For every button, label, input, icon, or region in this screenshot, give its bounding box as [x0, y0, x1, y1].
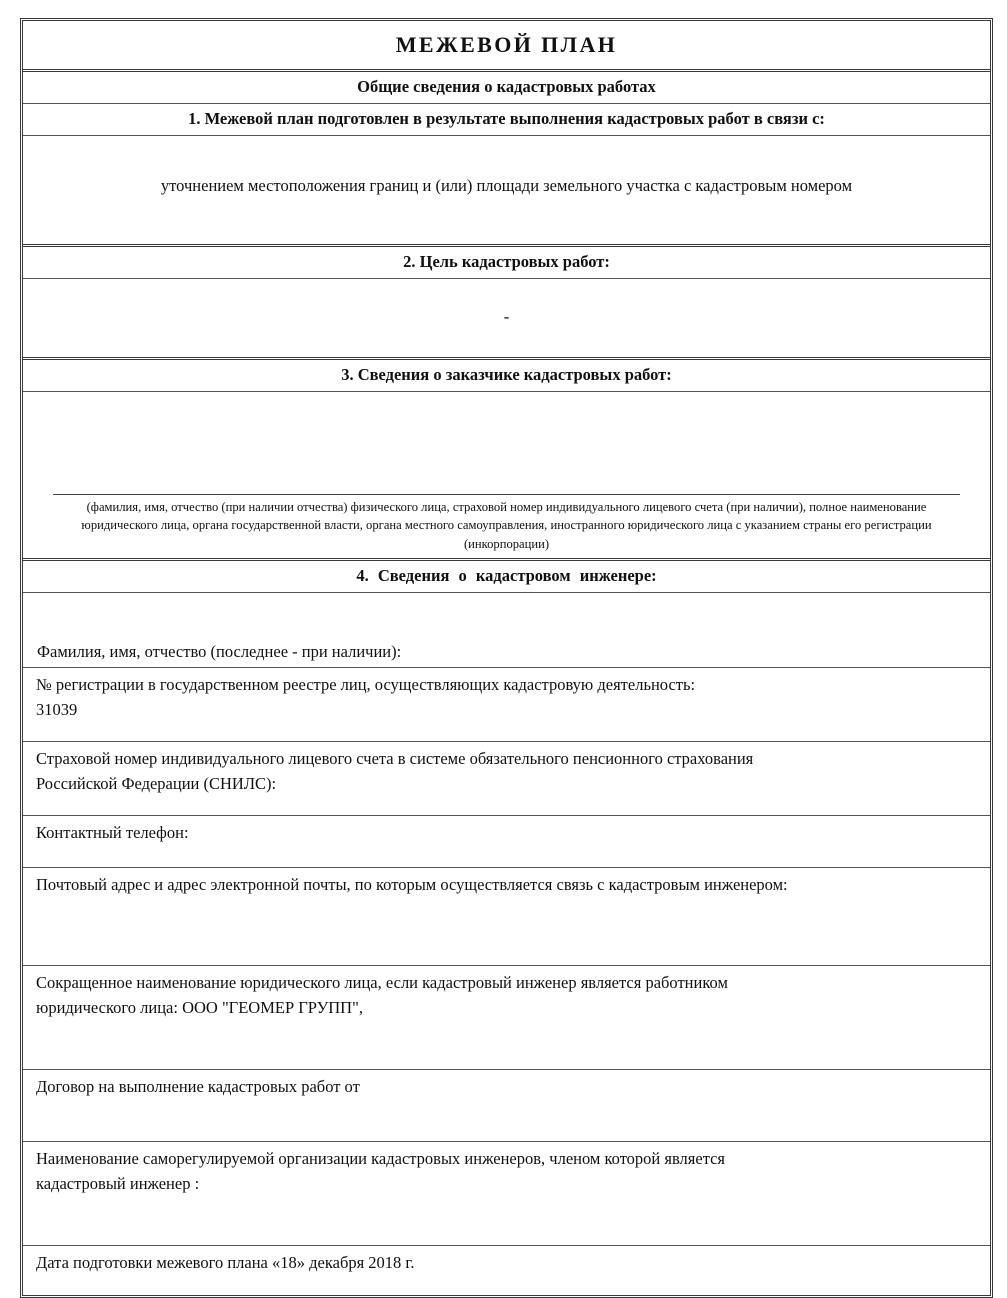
subtitle-cell: [23, 72, 990, 104]
legal-entity-cell[interactable]: [23, 966, 990, 1070]
engineer-name-cell[interactable]: [23, 593, 990, 668]
engineer-name-area[interactable]: [23, 593, 990, 667]
phone-field[interactable]: [23, 816, 990, 867]
section-2-body-row: [23, 279, 990, 360]
phone-label: Контактный телефон:: [36, 822, 189, 842]
date-row: [23, 1246, 990, 1295]
address-cell[interactable]: [23, 868, 990, 966]
section-3-body-row: [23, 392, 990, 494]
section-4-heading-row: [23, 561, 990, 593]
section-1-body-cell[interactable]: [23, 136, 990, 247]
address-label: Почтовый адрес и адрес электронной почты, по которым осуществляется связь с кадастровым инженером:: [36, 874, 788, 894]
registration-cell[interactable]: [23, 668, 990, 742]
subtitle-row: [23, 72, 990, 104]
section-2-heading-row: [23, 247, 990, 279]
section-1-body-area[interactable]: [23, 136, 990, 244]
engineer-name-row: [23, 593, 990, 668]
snils-label-line-2-text: Российской Федерации (СНИЛС):: [36, 773, 277, 793]
date-label: Дата подготовки межевого плана: [36, 1252, 268, 1272]
page-title: МЕЖЕВОЙ ПЛАН: [395, 32, 618, 57]
snils-row: [23, 742, 990, 816]
section-1-heading-cell: [23, 104, 990, 136]
phone-cell[interactable]: [23, 816, 990, 868]
date-field[interactable]: [23, 1246, 990, 1295]
engineer-name-label-text: Фамилия, имя, отчество (последнее - при наличии):: [37, 641, 402, 661]
section-2-body-area[interactable]: [23, 279, 990, 357]
section-4-heading-cell: [23, 561, 990, 593]
section-2-body-cell[interactable]: [23, 279, 990, 360]
sro-label-line-1: Наименование саморегулируемой организации кадастровых инженеров, членом которой является: [36, 1148, 726, 1168]
sro-label-line-2-text: кадастровый инженер :: [36, 1173, 200, 1193]
address-field[interactable]: [23, 868, 990, 965]
title-row: [23, 21, 990, 72]
legal-entity-field[interactable]: [23, 966, 990, 1069]
section-3-heading-cell: [23, 360, 990, 392]
section-3-body-cell[interactable]: [23, 392, 990, 494]
section-3-caption-row: [23, 494, 990, 561]
sro-row: [23, 1142, 990, 1246]
section-2-heading-cell: [23, 247, 990, 279]
snils-cell[interactable]: [23, 742, 990, 816]
sro-field[interactable]: [23, 1142, 990, 1245]
legal-entity-label-line-1: Сокращенное наименование юридического лица, если кадастровый инженер является работником: [36, 972, 728, 992]
registration-value: 31039: [36, 699, 78, 719]
title-cell: [23, 21, 990, 72]
date-cell[interactable]: [23, 1246, 990, 1295]
registration-label: № регистрации в государственном реестре лиц, осуществляющих кадастровую деятельность:: [36, 674, 696, 694]
customer-input-area[interactable]: [23, 392, 990, 494]
document-subtitle: Общие сведения о кадастровых работах: [357, 77, 656, 96]
registration-row: [23, 668, 990, 742]
section-2-body-text: -: [503, 307, 510, 326]
section-3-heading: 3. Сведения о заказчике кадастровых работ:: [341, 365, 672, 384]
snils-label-line-1: Страховой номер индивидуального лицевого счета в системе обязательного пенсионного страхования: [36, 748, 754, 768]
section-1-body-row: [23, 136, 990, 247]
customer-field-caption: [53, 494, 960, 558]
legal-entity-label-line-2: [36, 996, 980, 1021]
contract-row: [23, 1070, 990, 1142]
section-2-heading: 2. Цель кадастровых работ:: [403, 252, 610, 271]
section-4-heading: 4. Сведения о кадастровом инженере:: [356, 565, 657, 585]
snils-field[interactable]: [23, 742, 990, 815]
caption-line-3: иностранного юридического лица с указанием страны его регистрации (инкорпорации): [463, 518, 932, 551]
registration-field[interactable]: [23, 668, 990, 741]
legal-entity-label-line-2-text: юридического лица:: [36, 997, 178, 1017]
sro-cell[interactable]: [23, 1142, 990, 1246]
section-1-heading: 1. Межевой план подготовлен в результате выполнения кадастровых работ в связи с:: [188, 109, 825, 128]
legal-entity-value: ООО "ГЕОМЕР ГРУПП",: [182, 997, 363, 1017]
section-3-heading-row: [23, 360, 990, 392]
section-1-heading-row: [23, 104, 990, 136]
date-value: «18» декабря 2018 г.: [272, 1252, 415, 1272]
section-1-body-text: уточнением местоположения границ и (или) площади земельного участка с кадастровым номером: [160, 176, 853, 195]
address-row: [23, 868, 990, 966]
phone-row: [23, 816, 990, 868]
sro-label-line-2: [36, 1172, 980, 1197]
legal-entity-row: [23, 966, 990, 1070]
section-3-caption-cell: [23, 494, 990, 561]
contract-label: Договор на выполнение кадастровых работ от: [36, 1076, 360, 1096]
engineer-name-label: [37, 642, 401, 662]
snils-label-line-2: [36, 772, 980, 797]
caption-line-1: (фамилия, имя, отчество (при наличии отчества) физического лица, страховой номер индивидуального лицевого счета (при: [86, 500, 751, 514]
contract-field[interactable]: [23, 1070, 990, 1141]
caption-line-2: наличии), полное наименование юридического лица, органа государственной власти, органа местного самоуправления,: [81, 500, 927, 533]
contract-cell[interactable]: [23, 1070, 990, 1142]
mezhevoy-plan-table: [20, 18, 993, 1298]
